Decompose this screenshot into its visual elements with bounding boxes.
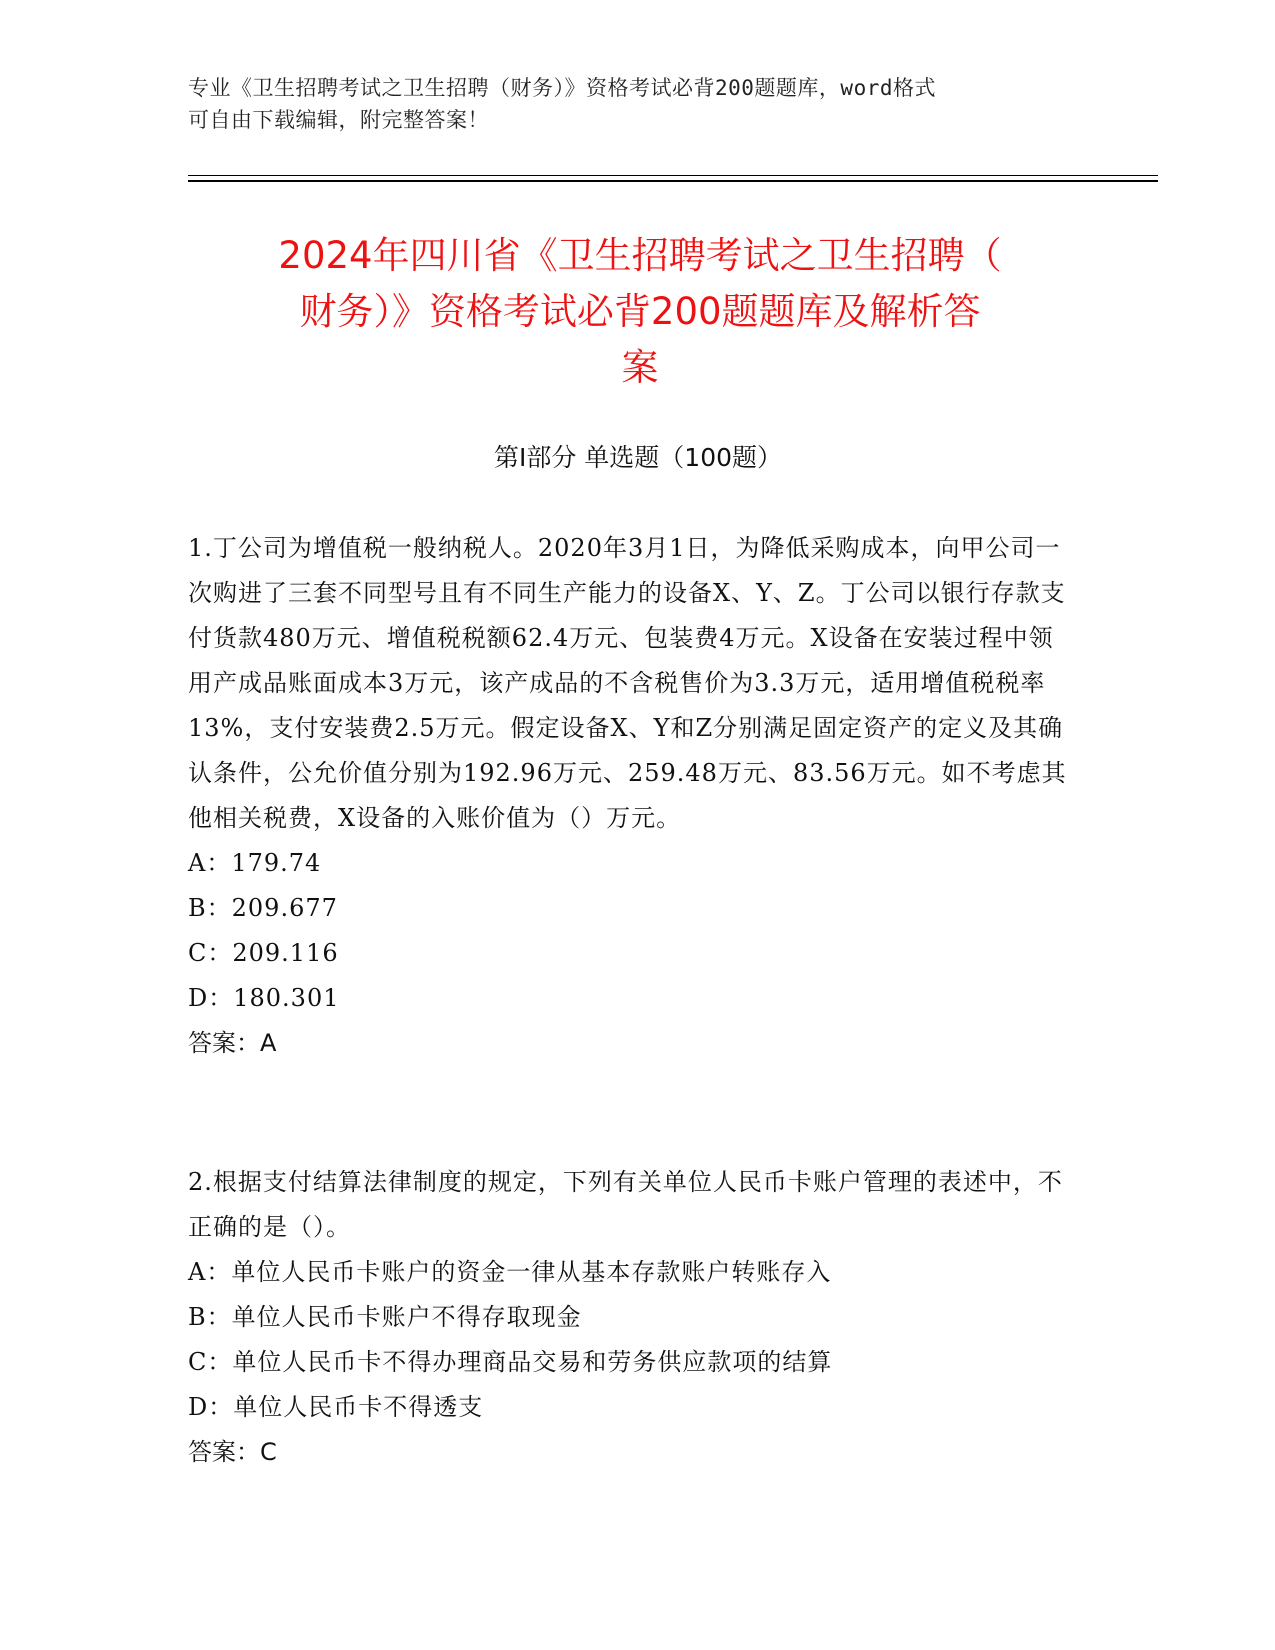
header-note: [188, 72, 1088, 136]
header-divider-thick: [188, 180, 1158, 182]
option-b: B：单位人民币卡账户不得存取现金: [188, 1303, 582, 1331]
option-d: D：180.301: [188, 984, 340, 1012]
question-2: [188, 1160, 1078, 1475]
option-c: C：209.116: [188, 939, 339, 967]
option-a: A：179.74: [188, 849, 322, 877]
header-note-line-2: 可自由下载编辑，附完整答案！: [188, 108, 489, 132]
document-title-line-1: 2024年四川省《卫生招聘考试之卫生招聘（: [278, 234, 1002, 277]
option-d: D：单位人民币卡不得透支: [188, 1393, 484, 1421]
answer-line: 答案：C: [188, 1438, 277, 1466]
header-note-line-1: 专业《卫生招聘考试之卫生招聘（财务）》资格考试必背200题题库，word格式: [188, 76, 936, 100]
question-stem: 1.丁公司为增值税一般纳税人。2020年3月1日，为降低采购成本，向甲公司一次购进了三套不同型号且有不同生产能力的设备X、Y、Z。丁公司以银行存款支付货款480万元、增值税税额62.4万元、包装费4万元。X设备在安装过程中领用产成品账面成本3万元，该产成品的不含税售价为3.3万元，适用增值税税率13%，支付安装费2.5万元。假定设备X、Y和Z分别满足固定资产的定义及其确认条件，公允价值分别为192.96万元、259.48万元、83.56万元。如不考虑其他相关税费，X设备的入账价值为（）万元。: [188, 534, 1067, 832]
option-a: A：单位人民币卡账户的资金一律从基本存款账户转账存入: [188, 1258, 832, 1286]
header-divider-thin: [188, 175, 1158, 176]
question-1: [188, 526, 1078, 1066]
document-title-line-2: 财务）》资格考试必背200题题库及解析答: [299, 290, 981, 333]
document-title-line-3: 案: [621, 346, 659, 389]
section-heading: 第Ⅰ部分 单选题（100题）: [493, 443, 783, 472]
question-stem: 2.根据支付结算法律制度的规定，下列有关单位人民币卡账户管理的表述中，不正确的是（）。: [188, 1168, 1063, 1241]
document-title: [180, 228, 1100, 396]
option-c: C：单位人民币卡不得办理商品交易和劳务供应款项的结算: [188, 1348, 833, 1376]
answer-line: 答案：A: [188, 1029, 277, 1057]
option-b: B：209.677: [188, 894, 338, 922]
